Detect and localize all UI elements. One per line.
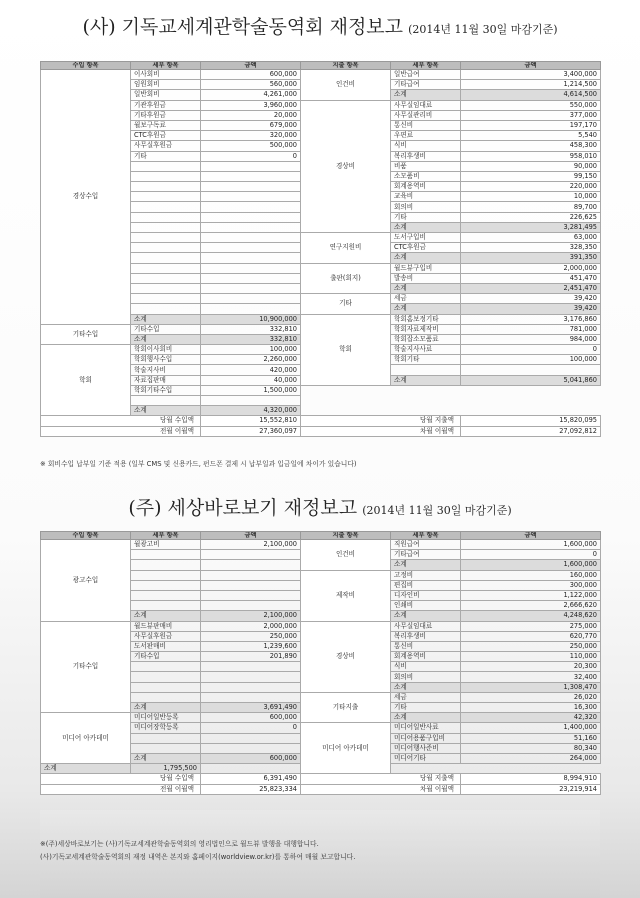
income-amount: 4,261,000 bbox=[201, 90, 301, 100]
income-subtotal-amount: 4,320,000 bbox=[201, 406, 301, 416]
expense-category: 출판(회지) bbox=[301, 263, 391, 294]
expense-item: 세금 bbox=[391, 692, 461, 702]
expense-subtotal-label: 소계 bbox=[391, 304, 461, 314]
income-amount: 3,960,000 bbox=[201, 100, 301, 110]
expense-item: 회의비 bbox=[391, 672, 461, 682]
column-header: 수입 항목 bbox=[41, 532, 131, 540]
expense-amount: 451,470 bbox=[461, 273, 601, 283]
column-header: 금액 bbox=[461, 62, 601, 70]
table-row bbox=[41, 70, 601, 80]
expense-amount: 89,700 bbox=[461, 202, 601, 212]
income-amount: 0 bbox=[201, 723, 301, 733]
income-amount: 500,000 bbox=[201, 141, 301, 151]
income-empty-cell bbox=[131, 212, 201, 222]
income-total-amount: 15,552,810 bbox=[201, 416, 301, 426]
expense-total-amount: 23,219,914 bbox=[461, 784, 601, 794]
expense-total-label: 당월 지출액 bbox=[301, 416, 461, 426]
expense-amount: 3,400,000 bbox=[461, 70, 601, 80]
expense-amount: 264,000 bbox=[461, 753, 601, 763]
expense-empty-cell bbox=[461, 365, 601, 375]
expense-total-label: 당월 지출액 bbox=[301, 774, 461, 784]
expense-item: 복리후생비 bbox=[391, 151, 461, 161]
expense-total-amount: 8,994,910 bbox=[461, 774, 601, 784]
report2-title-sub: (2014년 11월 30일 마감기준) bbox=[362, 504, 512, 517]
expense-total-amount: 15,820,095 bbox=[461, 416, 601, 426]
income-item: 학회행사수입 bbox=[131, 355, 201, 365]
income-item: 기타수입 bbox=[131, 652, 201, 662]
income-item: 학회기타수입 bbox=[131, 385, 201, 395]
expense-subtotal-label: 소계 bbox=[391, 283, 461, 293]
income-amount: 20,000 bbox=[201, 110, 301, 120]
expense-subtotal-amount: 1,795,500 bbox=[131, 764, 201, 774]
income-subtotal-label: 소계 bbox=[131, 314, 201, 324]
income-total-amount: 27,360,097 bbox=[201, 426, 301, 436]
income-amount: 100,000 bbox=[201, 345, 301, 355]
income-empty-cell bbox=[131, 580, 201, 590]
expense-amount: 1,214,500 bbox=[461, 80, 601, 90]
expense-item: 학회홈보정기타 bbox=[391, 314, 461, 324]
income-empty-cell bbox=[131, 171, 201, 181]
expense-amount: 160,000 bbox=[461, 570, 601, 580]
expense-amount: 16,300 bbox=[461, 703, 601, 713]
expense-item: 기타 bbox=[391, 703, 461, 713]
expense-item: 소모품비 bbox=[391, 171, 461, 181]
expense-category: 인건비 bbox=[301, 540, 391, 571]
income-amount: 0 bbox=[201, 151, 301, 161]
income-empty-cell bbox=[201, 672, 301, 682]
income-item: CTC후원금 bbox=[131, 131, 201, 141]
column-header: 금액 bbox=[201, 62, 301, 70]
expense-category: 학회 bbox=[301, 314, 391, 385]
income-amount: 40,000 bbox=[201, 375, 301, 385]
income-amount: 679,000 bbox=[201, 120, 301, 130]
expense-total-label: 차월 이월액 bbox=[301, 426, 461, 436]
income-empty-cell bbox=[201, 171, 301, 181]
income-empty-cell bbox=[201, 304, 301, 314]
expense-item: 회계용역비 bbox=[391, 182, 461, 192]
report1-table bbox=[40, 61, 601, 437]
income-subtotal-amount: 332,810 bbox=[201, 334, 301, 344]
income-empty-cell bbox=[201, 253, 301, 263]
income-empty-cell bbox=[131, 743, 201, 753]
report2-title-main: (주) 세상바로보기 재정보고 bbox=[128, 497, 358, 519]
expense-amount: 1,122,000 bbox=[461, 590, 601, 600]
expense-category: 연구지원비 bbox=[301, 233, 391, 264]
table-row bbox=[41, 540, 601, 550]
income-empty-cell bbox=[201, 161, 301, 171]
expense-amount: 3,176,860 bbox=[461, 314, 601, 324]
income-subtotal-amount: 10,900,000 bbox=[201, 314, 301, 324]
income-empty-cell bbox=[201, 294, 301, 304]
expense-category: 경상비 bbox=[301, 100, 391, 232]
income-empty-cell bbox=[201, 743, 301, 753]
income-subtotal-amount: 600,000 bbox=[201, 753, 301, 763]
expense-item: 기타급여 bbox=[391, 550, 461, 560]
column-header: 금액 bbox=[461, 532, 601, 540]
income-empty-cell bbox=[131, 672, 201, 682]
column-header: 세부 항목 bbox=[131, 532, 201, 540]
income-empty-cell bbox=[131, 222, 201, 232]
expense-item: CTC후원금 bbox=[391, 243, 461, 253]
income-empty-cell bbox=[131, 253, 201, 263]
total-row bbox=[41, 784, 601, 794]
expense-amount: 220,000 bbox=[461, 182, 601, 192]
expense-amount: 0 bbox=[461, 345, 601, 355]
expense-item: 세금 bbox=[391, 294, 461, 304]
expense-amount: 620,770 bbox=[461, 631, 601, 641]
income-empty-cell bbox=[201, 682, 301, 692]
income-subtotal-amount: 3,691,490 bbox=[201, 703, 301, 713]
expense-subtotal-amount: 2,451,470 bbox=[461, 283, 601, 293]
expense-amount: 32,400 bbox=[461, 672, 601, 682]
expense-subtotal-label: 소계 bbox=[391, 222, 461, 232]
income-total-label: 당월 수입액 bbox=[41, 774, 201, 784]
expense-item: 비품 bbox=[391, 161, 461, 171]
income-total-label: 당월 수입액 bbox=[41, 416, 201, 426]
expense-item: 미디어행사준비 bbox=[391, 743, 461, 753]
expense-item: 미디어용품구입비 bbox=[391, 733, 461, 743]
expense-subtotal-label: 소계 bbox=[41, 764, 131, 774]
expense-item: 학회잡소모품료 bbox=[391, 334, 461, 344]
expense-amount: 90,000 bbox=[461, 161, 601, 171]
income-amount: 600,000 bbox=[201, 70, 301, 80]
income-empty-cell bbox=[131, 192, 201, 202]
income-amount: 2,260,000 bbox=[201, 355, 301, 365]
expense-amount: 1,400,000 bbox=[461, 723, 601, 733]
expense-subtotal-label: 소계 bbox=[391, 713, 461, 723]
income-empty-cell bbox=[201, 590, 301, 600]
income-empty-cell bbox=[131, 283, 201, 293]
income-empty-cell bbox=[131, 560, 201, 570]
income-amount: 600,000 bbox=[201, 713, 301, 723]
income-empty-cell bbox=[131, 182, 201, 192]
income-empty-cell bbox=[201, 601, 301, 611]
income-item: 학회이사회비 bbox=[131, 345, 201, 355]
report2-table bbox=[40, 531, 601, 795]
expense-item: 기타 bbox=[391, 212, 461, 222]
report2-note-1: ※(주)세상바로보기는 (사)기독교세계관학술동역회의 영리법인으로 월드뷰 발행을 대행합니다. bbox=[40, 840, 319, 848]
income-item: 일반회비 bbox=[131, 90, 201, 100]
expense-amount: 26,020 bbox=[461, 692, 601, 702]
income-amount: 250,000 bbox=[201, 631, 301, 641]
expense-amount: 1,600,000 bbox=[461, 540, 601, 550]
expense-amount: 20,300 bbox=[461, 662, 601, 672]
income-total-label: 전월 이월액 bbox=[41, 784, 201, 794]
expense-amount: 0 bbox=[461, 550, 601, 560]
column-header: 지출 항목 bbox=[301, 62, 391, 70]
income-empty-cell bbox=[131, 202, 201, 212]
header-row bbox=[41, 532, 601, 540]
income-amount: 560,000 bbox=[201, 80, 301, 90]
expense-item: 회의비 bbox=[391, 202, 461, 212]
income-empty-cell bbox=[201, 560, 301, 570]
expense-item: 식비 bbox=[391, 662, 461, 672]
income-empty-cell bbox=[201, 243, 301, 253]
income-amount: 320,000 bbox=[201, 131, 301, 141]
income-amount: 1,239,600 bbox=[201, 641, 301, 651]
income-subtotal-label: 소계 bbox=[131, 406, 201, 416]
expense-item: 통신비 bbox=[391, 641, 461, 651]
income-empty-cell bbox=[131, 273, 201, 283]
income-empty-cell bbox=[131, 570, 201, 580]
expense-item: 고정비 bbox=[391, 570, 461, 580]
expense-item: 미디어기타 bbox=[391, 753, 461, 763]
expense-amount: 80,340 bbox=[461, 743, 601, 753]
income-empty-cell bbox=[131, 396, 201, 406]
expense-subtotal-label: 소계 bbox=[391, 560, 461, 570]
expense-amount: 110,000 bbox=[461, 652, 601, 662]
expense-category: 미디어 아카데미 bbox=[301, 723, 391, 774]
expense-item: 기타급여 bbox=[391, 80, 461, 90]
income-category: 학회 bbox=[41, 345, 131, 416]
income-empty-cell bbox=[131, 662, 201, 672]
income-empty-cell bbox=[131, 243, 201, 253]
report1-note: ※ 회비수입 납부일 기준 적용 (일부 CMS 및 신용카드, 펀드폰 결제 시 납부일과 입금일에 차이가 있습니다) bbox=[40, 460, 357, 468]
income-amount: 1,500,000 bbox=[201, 385, 301, 395]
income-item: 기타수입 bbox=[131, 324, 201, 334]
income-total-amount: 25,823,334 bbox=[201, 784, 301, 794]
expense-item: 학회기타 bbox=[391, 355, 461, 365]
expense-amount: 39,420 bbox=[461, 294, 601, 304]
income-empty-cell bbox=[131, 294, 201, 304]
income-empty-cell bbox=[201, 396, 301, 406]
expense-item: 학회자료제작비 bbox=[391, 324, 461, 334]
expense-amount: 984,000 bbox=[461, 334, 601, 344]
income-empty-cell bbox=[201, 182, 301, 192]
column-header: 세부 항목 bbox=[391, 62, 461, 70]
expense-item: 식비 bbox=[391, 141, 461, 151]
expense-amount: 300,000 bbox=[461, 580, 601, 590]
expense-subtotal-label: 소계 bbox=[391, 90, 461, 100]
expense-item: 발송비 bbox=[391, 273, 461, 283]
table-row bbox=[41, 621, 601, 631]
income-empty-cell bbox=[131, 550, 201, 560]
income-item: 자료집판매 bbox=[131, 375, 201, 385]
expense-amount: 458,300 bbox=[461, 141, 601, 151]
income-subtotal-label: 소계 bbox=[131, 753, 201, 763]
income-empty-cell bbox=[201, 733, 301, 743]
expense-amount: 5,540 bbox=[461, 131, 601, 141]
income-empty-cell bbox=[131, 233, 201, 243]
income-category: 미디어 아카데미 bbox=[41, 713, 131, 764]
expense-total-label: 차월 이월액 bbox=[301, 784, 461, 794]
expense-item: 우편료 bbox=[391, 131, 461, 141]
income-item: 미디어장학등록 bbox=[131, 723, 201, 733]
expense-amount: 99,150 bbox=[461, 171, 601, 181]
expense-category: 기타 bbox=[301, 294, 391, 314]
income-item: 사무실후원금 bbox=[131, 141, 201, 151]
expense-amount: 51,160 bbox=[461, 733, 601, 743]
income-empty-cell bbox=[201, 222, 301, 232]
expense-item: 사무실임대료 bbox=[391, 100, 461, 110]
expense-amount: 550,000 bbox=[461, 100, 601, 110]
income-item: 도서판매비 bbox=[131, 641, 201, 651]
expense-category: 제작비 bbox=[301, 570, 391, 621]
expense-amount: 328,350 bbox=[461, 243, 601, 253]
income-category: 기타수입 bbox=[41, 621, 131, 713]
total-row bbox=[41, 774, 601, 784]
income-subtotal-amount: 2,100,000 bbox=[201, 611, 301, 621]
expense-subtotal-amount: 39,420 bbox=[461, 304, 601, 314]
column-header: 세부 항목 bbox=[131, 62, 201, 70]
expense-item: 교육비 bbox=[391, 192, 461, 202]
income-category: 기타수입 bbox=[41, 324, 131, 344]
expense-subtotal-amount: 391,350 bbox=[461, 253, 601, 263]
income-amount: 420,000 bbox=[201, 365, 301, 375]
expense-subtotal-label: 소계 bbox=[391, 253, 461, 263]
expense-empty-cell bbox=[391, 365, 461, 375]
income-empty-cell bbox=[131, 733, 201, 743]
expense-item: 학술지사사료 bbox=[391, 345, 461, 355]
income-item: 임원회비 bbox=[131, 80, 201, 90]
expense-item: 미디어일반사료 bbox=[391, 723, 461, 733]
income-empty-cell bbox=[201, 212, 301, 222]
expense-subtotal-amount: 4,248,620 bbox=[461, 611, 601, 621]
expense-amount: 250,000 bbox=[461, 641, 601, 651]
expense-item: 도서구입비 bbox=[391, 233, 461, 243]
expense-item: 인쇄비 bbox=[391, 601, 461, 611]
column-header: 수입 항목 bbox=[41, 62, 131, 70]
income-subtotal-label: 소계 bbox=[131, 334, 201, 344]
report2-note-2: (사)기독교세계관학술동역회의 재정 내역은 본지와 홈페이지(worldview.or.kr)를 통하여 매월 보고합니다. bbox=[40, 853, 356, 861]
expense-item: 디자인비 bbox=[391, 590, 461, 600]
expense-item: 일반급여 bbox=[391, 70, 461, 80]
income-empty-cell bbox=[131, 692, 201, 702]
income-amount: 2,000,000 bbox=[201, 621, 301, 631]
income-empty-cell bbox=[201, 273, 301, 283]
income-item: 미디어일반등록 bbox=[131, 713, 201, 723]
column-header: 금액 bbox=[201, 532, 301, 540]
expense-item: 복리후생비 bbox=[391, 631, 461, 641]
income-item: 기타후원금 bbox=[131, 110, 201, 120]
expense-amount: 2,666,620 bbox=[461, 601, 601, 611]
report2-title bbox=[0, 493, 640, 520]
expense-amount: 226,625 bbox=[461, 212, 601, 222]
income-empty-cell bbox=[201, 263, 301, 273]
income-empty-cell bbox=[131, 590, 201, 600]
column-header: 세부 항목 bbox=[391, 532, 461, 540]
report1-title-main: (사) 기독교세계관학술동역회 재정보고 bbox=[82, 16, 404, 38]
income-empty-cell bbox=[131, 263, 201, 273]
expense-subtotal-label: 소계 bbox=[391, 682, 461, 692]
income-empty-cell bbox=[201, 202, 301, 212]
income-total-label: 전월 이월액 bbox=[41, 426, 201, 436]
income-empty-cell bbox=[201, 192, 301, 202]
income-empty-cell bbox=[201, 283, 301, 293]
income-amount: 201,890 bbox=[201, 652, 301, 662]
expense-subtotal-amount: 5,041,860 bbox=[461, 375, 601, 385]
expense-subtotal-amount: 42,320 bbox=[461, 713, 601, 723]
income-item: 기관후원금 bbox=[131, 100, 201, 110]
expense-amount: 781,000 bbox=[461, 324, 601, 334]
expense-item: 회계용역비 bbox=[391, 652, 461, 662]
income-item: 이사회비 bbox=[131, 70, 201, 80]
income-empty-cell bbox=[201, 233, 301, 243]
column-header: 지출 항목 bbox=[301, 532, 391, 540]
expense-item: 사무실관리비 bbox=[391, 110, 461, 120]
income-empty-cell bbox=[131, 682, 201, 692]
income-empty-cell bbox=[201, 692, 301, 702]
expense-category: 경상비 bbox=[301, 621, 391, 692]
expense-amount: 100,000 bbox=[461, 355, 601, 365]
expense-item: 통신비 bbox=[391, 120, 461, 130]
income-amount: 332,810 bbox=[201, 324, 301, 334]
expense-subtotal-amount: 1,600,000 bbox=[461, 560, 601, 570]
expense-item: 사무실임대료 bbox=[391, 621, 461, 631]
expense-amount: 2,000,000 bbox=[461, 263, 601, 273]
expense-category: 인건비 bbox=[301, 70, 391, 101]
income-subtotal-label: 소계 bbox=[131, 611, 201, 621]
income-item: 월드뷰판매비 bbox=[131, 621, 201, 631]
income-item: 기타 bbox=[131, 151, 201, 161]
expense-subtotal-amount: 3,281,495 bbox=[461, 222, 601, 232]
expense-subtotal-amount: 4,614,500 bbox=[461, 90, 601, 100]
income-category: 광고수입 bbox=[41, 540, 131, 622]
income-empty-cell bbox=[131, 304, 201, 314]
expense-amount: 275,000 bbox=[461, 621, 601, 631]
income-empty-cell bbox=[201, 662, 301, 672]
expense-item: 편집비 bbox=[391, 580, 461, 590]
expense-total-amount: 27,092,812 bbox=[461, 426, 601, 436]
income-amount: 2,100,000 bbox=[201, 540, 301, 550]
expense-subtotal-label: 소계 bbox=[391, 375, 461, 385]
income-empty-cell bbox=[201, 550, 301, 560]
income-total-amount: 6,391,490 bbox=[201, 774, 301, 784]
income-empty-cell bbox=[201, 570, 301, 580]
report1-title-sub: (2014년 11월 30일 마감기준) bbox=[408, 23, 558, 36]
expense-subtotal-label: 소계 bbox=[391, 611, 461, 621]
income-category: 경상수입 bbox=[41, 70, 131, 325]
expense-amount: 63,000 bbox=[461, 233, 601, 243]
income-empty-cell bbox=[131, 161, 201, 171]
expense-amount: 10,000 bbox=[461, 192, 601, 202]
expense-item: 월드뷰구입비 bbox=[391, 263, 461, 273]
expense-amount: 197,170 bbox=[461, 120, 601, 130]
income-item: 사무실후원금 bbox=[131, 631, 201, 641]
income-empty-cell bbox=[201, 580, 301, 590]
expense-amount: 377,000 bbox=[461, 110, 601, 120]
expense-amount: 958,010 bbox=[461, 151, 601, 161]
income-item: 학술지사비 bbox=[131, 365, 201, 375]
total-row bbox=[41, 426, 601, 436]
income-empty-cell bbox=[131, 601, 201, 611]
header-row bbox=[41, 62, 601, 70]
income-item: 월보구독료 bbox=[131, 120, 201, 130]
income-subtotal-label: 소계 bbox=[131, 703, 201, 713]
report1-title bbox=[0, 12, 640, 39]
expense-subtotal-amount: 1,308,470 bbox=[461, 682, 601, 692]
expense-category: 기타지출 bbox=[301, 692, 391, 723]
total-row bbox=[41, 416, 601, 426]
expense-item: 직원급여 bbox=[391, 540, 461, 550]
income-item: 월광고비 bbox=[131, 540, 201, 550]
